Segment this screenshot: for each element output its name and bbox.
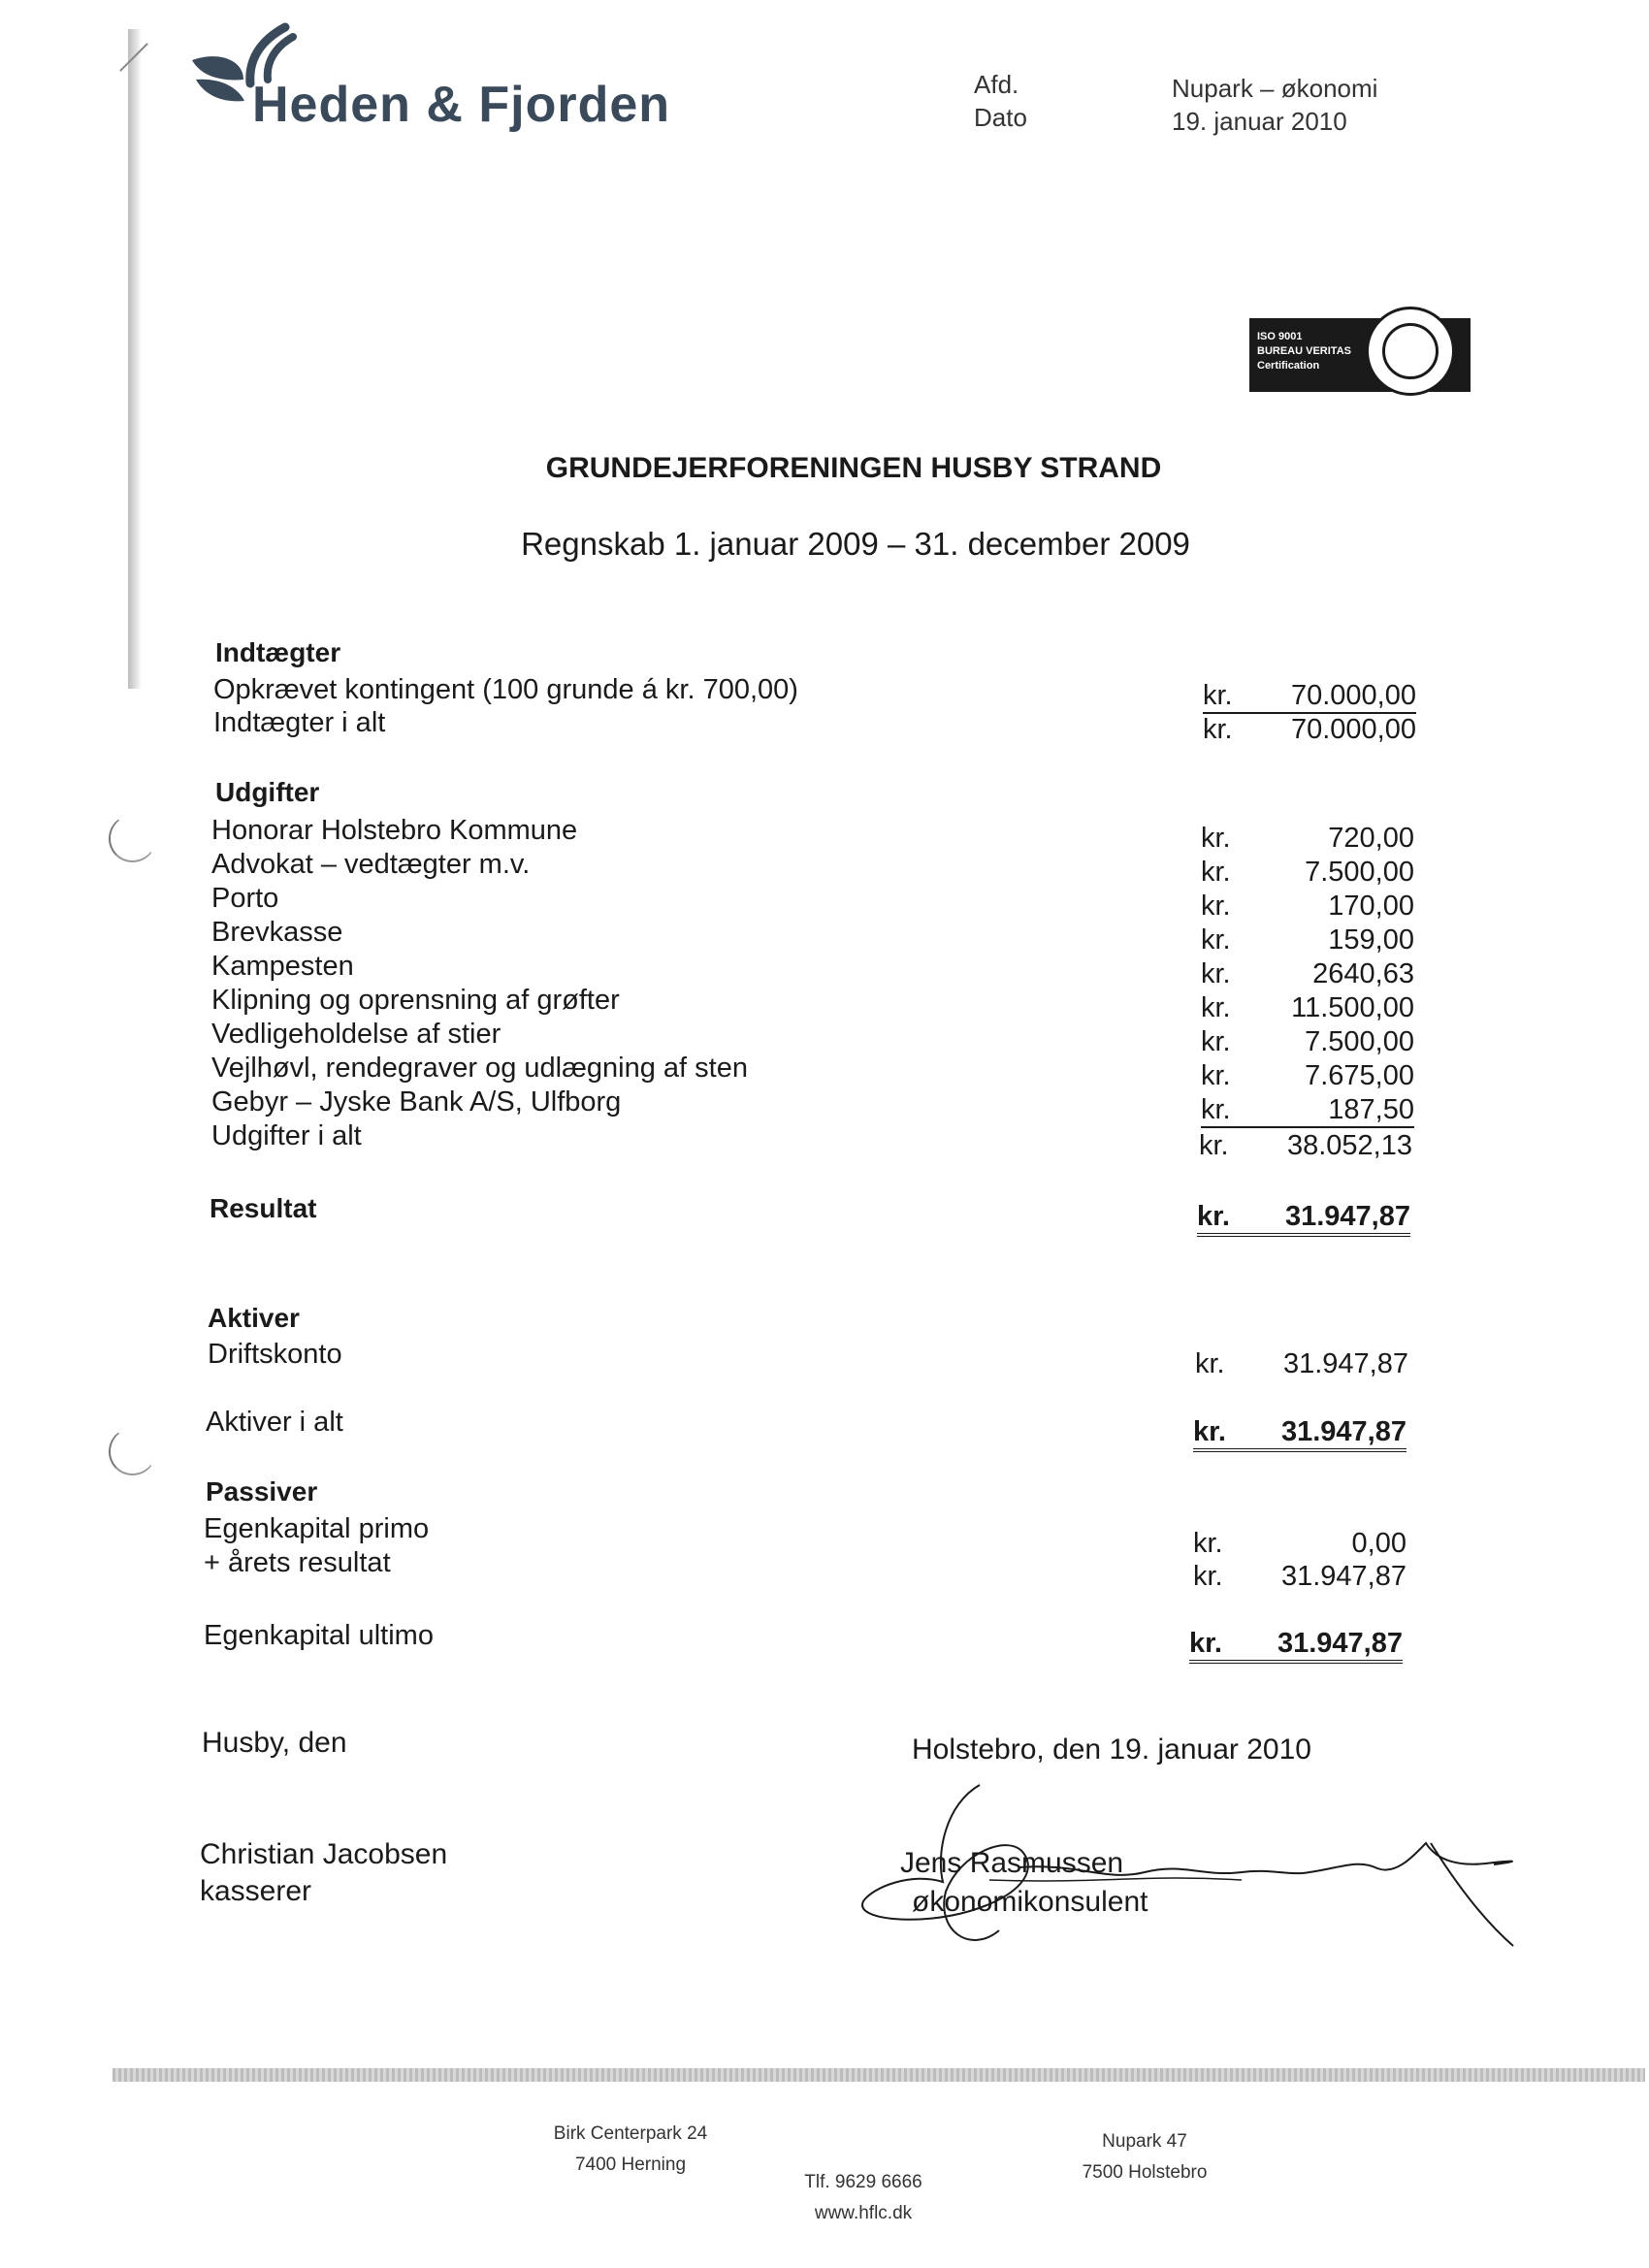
line-item-amount: kr. 31.947,87 xyxy=(1195,1348,1408,1379)
line-item-label: Kampesten xyxy=(211,951,354,982)
total-label: Egenkapital ultimo xyxy=(204,1620,434,1651)
scan-edge xyxy=(128,29,142,689)
line-item-amount: kr. 31.947,87 xyxy=(1193,1561,1406,1592)
resultat-label: Resultat xyxy=(210,1193,317,1223)
section-heading-passiver: Passiver xyxy=(206,1476,318,1507)
afd-label: Afd. xyxy=(974,70,1019,99)
line-item-amount: kr. 7.675,00 xyxy=(1201,1060,1414,1091)
line-item-label: Vejlhøvl, rendegraver og udlægning af sten xyxy=(211,1053,748,1084)
punch-hole xyxy=(109,1428,156,1475)
signatory-name-right: Jens Rasmussen xyxy=(900,1847,1124,1879)
line-item-label: Gebyr – Jyske Bank A/S, Ulfborg xyxy=(211,1086,622,1118)
document-subtitle: Regnskab 1. januar 2009 – 31. december 2009 xyxy=(521,526,1190,562)
total-label: Indtægter i alt xyxy=(213,707,386,738)
dato-label: Dato xyxy=(974,103,1027,132)
line-item-amount: kr. 187,50 xyxy=(1201,1094,1414,1128)
cert-line-2: BUREAU VERITAS xyxy=(1257,345,1351,357)
total-amount: kr. 38.052,13 xyxy=(1199,1130,1412,1161)
line-item-label: Vedligeholdelse af stier xyxy=(211,1019,501,1050)
footer-address-herning: Birk Centerpark 24 7400 Herning xyxy=(553,2123,708,2175)
footer-divider xyxy=(113,2068,1645,2082)
footer-contact: Tlf. 9629 6666 www.hflc.dk xyxy=(804,2172,922,2223)
signatory-title-left: kasserer xyxy=(200,1875,312,1907)
bureau-veritas-seal-icon xyxy=(1366,307,1455,396)
logo-text: Heden & Fjorden xyxy=(252,77,671,133)
iso-certification-badge xyxy=(1249,318,1471,392)
line-item-amount: kr. 159,00 xyxy=(1201,924,1414,956)
cert-line-3: Certification xyxy=(1257,360,1320,372)
line-item-label: + årets resultat xyxy=(204,1547,391,1578)
line-item-label: Klipning og oprensning af grøfter xyxy=(211,985,620,1016)
document-title: GRUNDEJERFORENINGEN HUSBY STRAND xyxy=(545,452,1162,484)
line-item-amount: kr. 170,00 xyxy=(1201,891,1414,922)
total-amount: kr. 31.947,87 xyxy=(1189,1628,1403,1664)
line-item-label: Egenkapital primo xyxy=(204,1513,430,1544)
resultat-amount: kr. 31.947,87 xyxy=(1197,1201,1410,1237)
total-amount: kr. 70.000,00 xyxy=(1203,714,1416,745)
total-label: Udgifter i alt xyxy=(211,1120,362,1151)
signatory-title-right: økonomikonsulent xyxy=(912,1886,1148,1918)
total-label: Aktiver i alt xyxy=(206,1407,343,1438)
line-item-label: Driftskonto xyxy=(208,1339,342,1370)
line-item-amount: kr. 7.500,00 xyxy=(1201,857,1414,888)
handwritten-signature xyxy=(854,1775,1533,1960)
section-heading-indtaegter: Indtægter xyxy=(215,637,341,667)
line-item-amount: kr. 70.000,00 xyxy=(1203,680,1416,714)
signature-place-left: Husby, den xyxy=(202,1727,347,1759)
afd-value: Nupark – økonomi xyxy=(1172,74,1378,103)
line-item-amount: kr. 0,00 xyxy=(1193,1528,1406,1559)
signature-place-right: Holstebro, den 19. januar 2010 xyxy=(912,1733,1311,1766)
dato-value: 19. januar 2010 xyxy=(1172,107,1347,136)
section-heading-udgifter: Udgifter xyxy=(215,777,320,807)
line-item-label: Advokat – vedtægter m.v. xyxy=(211,849,531,880)
line-item-amount: kr. 2640,63 xyxy=(1201,958,1414,989)
line-item-label: Brevkasse xyxy=(211,917,343,948)
section-heading-aktiver: Aktiver xyxy=(208,1303,300,1333)
line-item-amount: kr. 720,00 xyxy=(1201,823,1414,854)
punch-hole xyxy=(109,815,156,862)
line-item-label: Opkrævet kontingent (100 grunde á kr. 700,00) xyxy=(213,674,798,705)
signatory-name-left: Christian Jacobsen xyxy=(200,1838,448,1870)
footer-address-holstebro: Nupark 47 7500 Holstebro xyxy=(1082,2131,1208,2183)
line-item-label: Porto xyxy=(211,883,279,914)
total-amount: kr. 31.947,87 xyxy=(1193,1416,1406,1452)
line-item-label: Honorar Holstebro Kommune xyxy=(211,815,578,846)
line-item-amount: kr. 11.500,00 xyxy=(1201,992,1414,1023)
cert-line-1: ISO 9001 xyxy=(1257,331,1303,342)
line-item-amount: kr. 7.500,00 xyxy=(1201,1026,1414,1057)
